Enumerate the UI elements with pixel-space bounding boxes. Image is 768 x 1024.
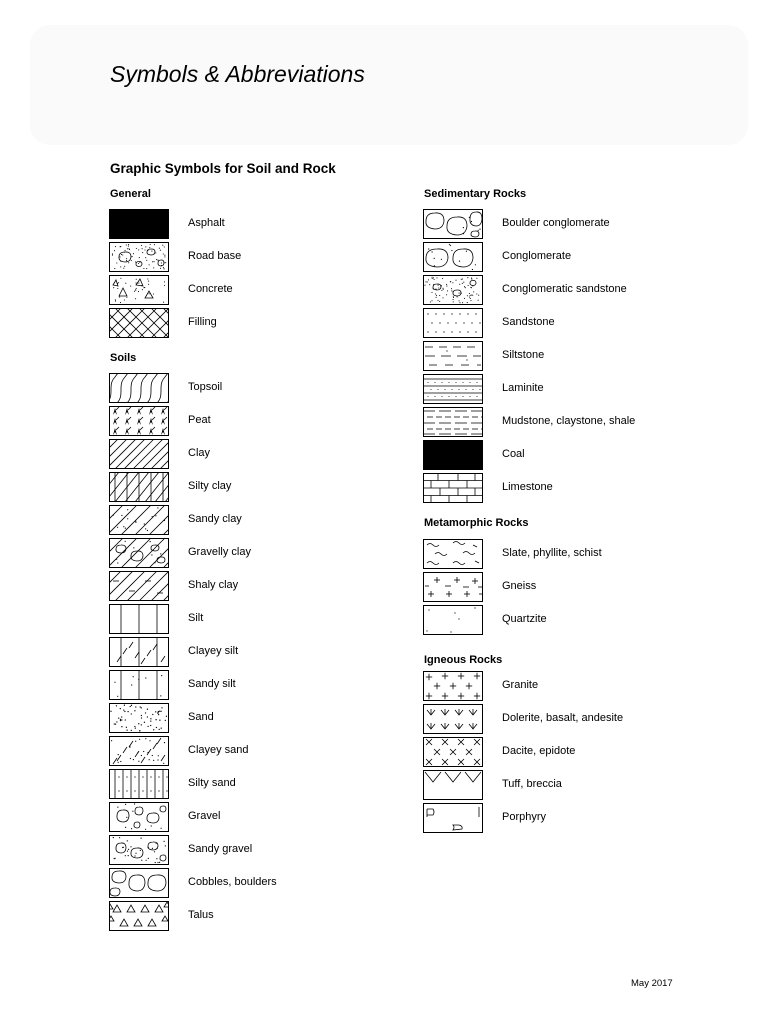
- symbol-row: [423, 440, 723, 470]
- symbol-label: Coal: [502, 448, 525, 460]
- symbol-row: [109, 538, 409, 568]
- symbol-label: Granite: [502, 679, 539, 691]
- group-title-soils: Soils: [110, 352, 137, 364]
- symbol-label: Gravelly clay: [188, 546, 251, 558]
- symbol-label: Topsoil: [188, 381, 223, 393]
- clay-symbol: [109, 439, 169, 469]
- symbol-row: [423, 704, 723, 734]
- symbol-row: [423, 473, 723, 503]
- symbol-label: Boulder conglomerate: [502, 217, 610, 229]
- footer-date: May 2017: [631, 978, 673, 989]
- symbol-label: Limestone: [502, 481, 553, 493]
- symbol-row: [109, 637, 409, 667]
- cobbles-symbol: [109, 868, 169, 898]
- symbol-label: Siltstone: [502, 349, 545, 361]
- conglomeratic-sandstone-symbol: [423, 275, 483, 305]
- gneiss-symbol: [423, 572, 483, 602]
- sandstone-symbol: [423, 308, 483, 338]
- symbol-label: Dolerite, basalt, andesite: [502, 712, 624, 724]
- symbol-row: [423, 374, 723, 404]
- laminite-symbol: [423, 374, 483, 404]
- symbol-row: [109, 736, 409, 766]
- peat-symbol: [109, 406, 169, 436]
- symbol-label: Sandstone: [502, 316, 555, 328]
- group-title-igneous: Igneous Rocks: [424, 654, 503, 666]
- group-title-general: General: [110, 188, 151, 200]
- mudstone-symbol: [423, 407, 483, 437]
- siltstone-symbol: [423, 341, 483, 371]
- shaly-clay-symbol: [109, 571, 169, 601]
- porphyry-symbol: [423, 803, 483, 833]
- group-title-sedimentary: Sedimentary Rocks: [424, 188, 527, 200]
- symbol-row: [423, 242, 723, 272]
- concrete-symbol: [109, 275, 169, 305]
- symbol-label: Asphalt: [188, 217, 225, 229]
- symbol-label: Conglomeratic sandstone: [502, 283, 627, 295]
- clayey-sand-symbol: [109, 736, 169, 766]
- symbol-row: [109, 308, 409, 338]
- group-title-metamorphic: Metamorphic Rocks: [424, 517, 529, 529]
- symbol-label: Tuff, breccia: [502, 778, 562, 790]
- symbol-label: Porphyry: [502, 811, 547, 823]
- symbol-label: Cobbles, boulders: [188, 876, 277, 888]
- symbol-row: [109, 703, 409, 733]
- symbol-row: [423, 671, 723, 701]
- symbol-label: Concrete: [188, 283, 233, 295]
- clayey-silt-symbol: [109, 637, 169, 667]
- symbol-row: [423, 209, 723, 239]
- symbol-row: [423, 308, 723, 338]
- sand-symbol: [109, 703, 169, 733]
- symbol-label: Clay: [188, 447, 211, 459]
- symbol-label: Silty sand: [188, 777, 236, 789]
- talus-symbol: [109, 901, 169, 931]
- symbol-label: Road base: [188, 250, 242, 262]
- symbol-label: Sandy gravel: [188, 843, 253, 855]
- symbol-label: Silty clay: [188, 480, 232, 492]
- slate-symbol: [423, 539, 483, 569]
- symbol-label: Talus: [188, 909, 214, 921]
- granite-symbol: [423, 671, 483, 701]
- symbol-row: [109, 835, 409, 865]
- dolerite-symbol: [423, 704, 483, 734]
- coal-symbol: [423, 440, 483, 470]
- symbol-label: Slate, phyllite, schist: [502, 547, 602, 559]
- symbol-label: Clayey sand: [188, 744, 249, 756]
- symbol-label: Silt: [188, 612, 204, 624]
- symbol-label: Gneiss: [502, 580, 537, 592]
- page-title: Symbols & Abbreviations: [110, 61, 365, 87]
- symbol-row: [109, 670, 409, 700]
- symbol-row: [109, 275, 409, 305]
- quartzite-symbol: [423, 605, 483, 635]
- symbol-row: [423, 407, 723, 437]
- symbol-row: [109, 209, 409, 239]
- limestone-symbol: [423, 473, 483, 503]
- silty-sand-symbol: [109, 769, 169, 799]
- symbol-row: [109, 406, 409, 436]
- symbol-row: [109, 769, 409, 799]
- topsoil-symbol: [109, 373, 169, 403]
- gravel-symbol: [109, 802, 169, 832]
- symbol-label: Clayey silt: [188, 645, 239, 657]
- symbol-row: [109, 472, 409, 502]
- symbol-row: [109, 901, 409, 931]
- symbol-row: [109, 373, 409, 403]
- symbol-row: [109, 242, 409, 272]
- silty-clay-symbol: [109, 472, 169, 502]
- symbol-label: Sand: [188, 711, 214, 723]
- sandy-gravel-symbol: [109, 835, 169, 865]
- symbol-label: Filling: [188, 316, 217, 328]
- symbol-row: [109, 439, 409, 469]
- symbol-label: Sandy silt: [188, 678, 236, 690]
- symbol-label: Peat: [188, 414, 211, 426]
- section-title: Graphic Symbols for Soil and Rock: [110, 161, 336, 176]
- sandy-silt-symbol: [109, 670, 169, 700]
- symbol-label: Conglomerate: [502, 250, 572, 262]
- symbol-row: [109, 868, 409, 898]
- dacite-symbol: [423, 737, 483, 767]
- symbol-row: [423, 572, 723, 602]
- symbol-row: [423, 803, 723, 833]
- symbol-row: [423, 275, 723, 305]
- boulder-conglomerate-symbol: [423, 209, 483, 239]
- symbol-label: Quartzite: [502, 613, 547, 625]
- symbol-row: [109, 604, 409, 634]
- symbol-row: [109, 571, 409, 601]
- conglomerate-symbol: [423, 242, 483, 272]
- symbol-row: [423, 770, 723, 800]
- symbol-label: Shaly clay: [188, 579, 239, 591]
- symbol-row: [423, 341, 723, 371]
- road-base-symbol: [109, 242, 169, 272]
- symbol-label: Mudstone, claystone, shale: [502, 415, 636, 427]
- symbol-row: [109, 802, 409, 832]
- symbol-label: Sandy clay: [188, 513, 242, 525]
- asphalt-symbol: [109, 209, 169, 239]
- symbol-label: Gravel: [188, 810, 221, 822]
- tuff-symbol: [423, 770, 483, 800]
- symbol-row: [423, 737, 723, 767]
- symbol-row: [109, 505, 409, 535]
- symbol-label: Dacite, epidote: [502, 745, 576, 757]
- sandy-clay-symbol: [109, 505, 169, 535]
- silt-symbol: [109, 604, 169, 634]
- symbol-row: [423, 605, 723, 635]
- symbol-row: [423, 539, 723, 569]
- gravelly-clay-symbol: [109, 538, 169, 568]
- symbol-label: Laminite: [502, 382, 544, 394]
- filling-symbol: [109, 308, 169, 338]
